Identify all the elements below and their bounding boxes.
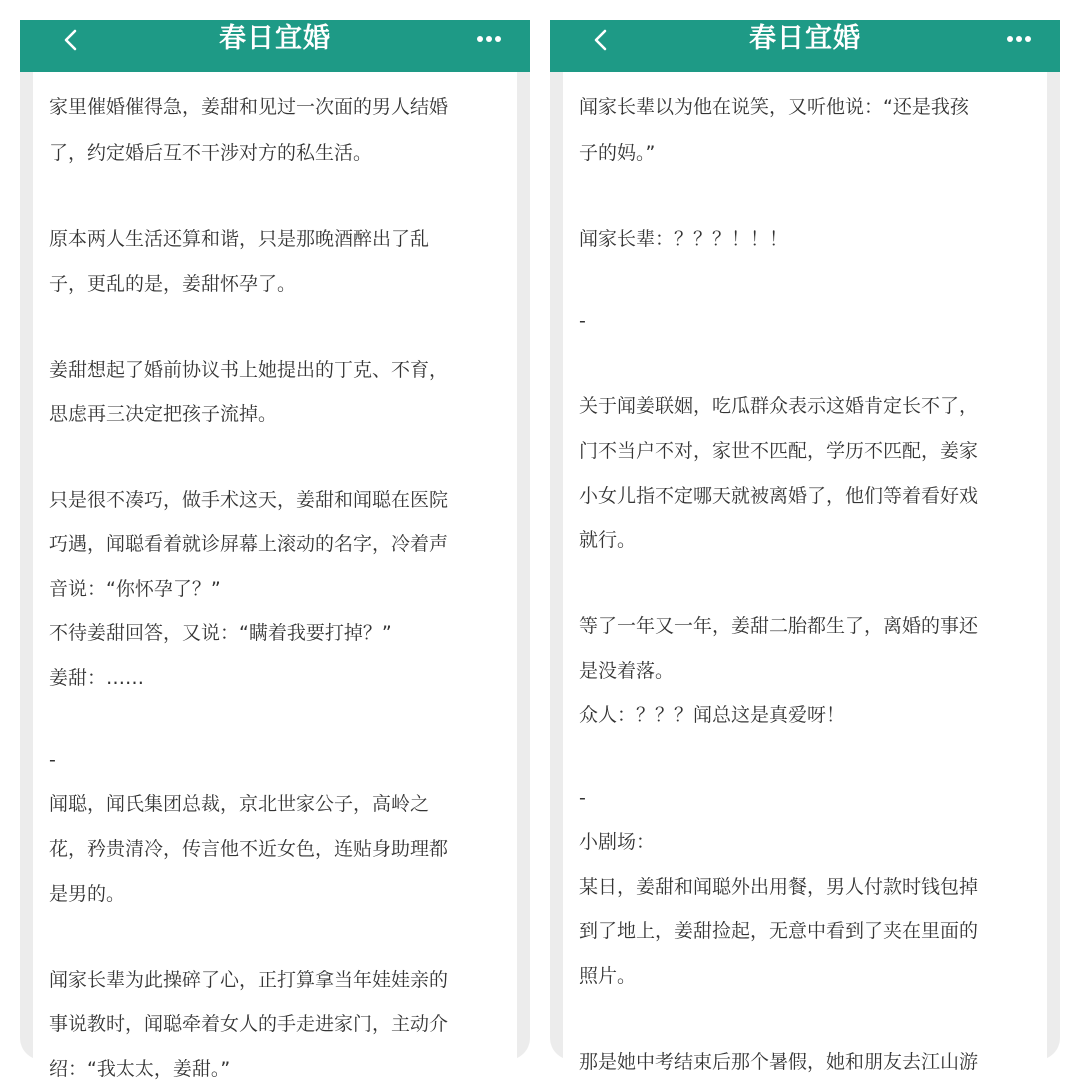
text-line: 闻家长辈：？？？！！！ [579, 228, 789, 250]
text-line: 某日，姜甜和闻聪外出用餐，男人付款时钱包掉 [579, 876, 979, 898]
text-line: 等了一年又一年，姜甜二胎都生了，离婚的事还 [579, 615, 979, 637]
text-line: 花，矜贵清冷，传言他不近女色，连贴身助理都 [49, 838, 449, 860]
text-line: 不待姜甜回答，又说：“瞒着我要打掉？” [49, 622, 392, 644]
text-line: 闻家长辈以为他在说笑，又听他说：“还是我孩 [579, 96, 969, 118]
section-divider: - [49, 749, 56, 771]
top-nav-bar [20, 20, 530, 72]
text-line: 思虑再三决定把孩子流掉。 [49, 403, 278, 425]
text-line: 门不当户不对，家世不匹配，学历不匹配，姜家 [579, 440, 979, 462]
text-line: 事说教时，闻聪牵着女人的手走进家门，主动介 [49, 1013, 449, 1035]
section-divider: - [579, 310, 586, 332]
text-line: 是男的。 [49, 883, 126, 905]
page-title: 春日宜婚 [749, 23, 861, 54]
article-content[interactable] [563, 72, 1047, 1073]
article-content[interactable] [33, 72, 517, 1080]
text-line: 家里催婚催得急，姜甜和见过一次面的男人结婚 [49, 96, 449, 118]
section-heading: 小剧场： [579, 831, 656, 853]
text-line: 绍：“我太太，姜甜。” [49, 1058, 231, 1080]
text-line: 众人：？？？闻总这是真爱呀！ [579, 704, 846, 726]
more-horizontal-icon[interactable] [1006, 35, 1032, 43]
text-line: 巧遇，闻聪看着就诊屏幕上滚动的名字，冷着声 [49, 533, 449, 555]
text-line: 姜甜：…… [49, 667, 145, 689]
section-divider: - [579, 787, 586, 809]
text-line: 闻聪，闻氏集团总裁，京北世家公子，高岭之 [49, 793, 430, 815]
text-line: 照片。 [579, 965, 637, 987]
text-line: 了，约定婚后互不干涉对方的私生活。 [49, 142, 373, 164]
text-line: 原本两人生活还算和谐，只是那晚酒醉出了乱 [49, 228, 430, 250]
text-line: 子，更乱的是，姜甜怀孕了。 [49, 273, 297, 295]
page-title: 春日宜婚 [219, 23, 331, 54]
text-line: 子的妈。” [579, 142, 656, 164]
text-line: 小女儿指不定哪天就被离婚了，他们等着看好戏 [579, 485, 979, 507]
text-line: 到了地上，姜甜捡起，无意中看到了夹在里面的 [579, 920, 979, 942]
text-line: 那是她中考结束后那个暑假，她和朋友去江山游 [579, 1051, 979, 1073]
text-line: 就行。 [579, 529, 637, 551]
text-line: 音说：“你怀孕了？” [49, 578, 221, 600]
right-phone-screen [550, 20, 1060, 1073]
text-line: 姜甜想起了婚前协议书上她提出的丁克、不育， [49, 359, 449, 381]
top-nav-bar [550, 20, 1060, 72]
more-horizontal-icon[interactable] [476, 35, 502, 43]
text-line: 关于闻姜联姻，吃瓜群众表示这婚肯定长不了， [579, 395, 979, 417]
text-line: 闻家长辈为此操碎了心，正打算拿当年娃娃亲的 [49, 969, 449, 991]
text-line: 是没着落。 [579, 660, 675, 682]
left-phone-screen [20, 20, 530, 1080]
text-line: 只是很不凑巧，做手术这天，姜甜和闻聪在医院 [49, 489, 449, 511]
